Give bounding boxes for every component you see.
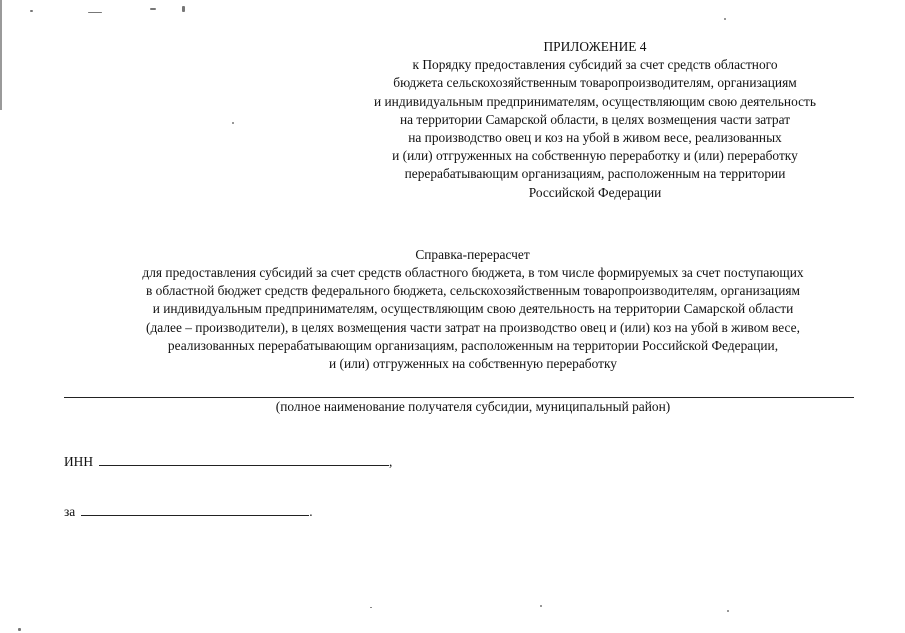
appendix-line: к Порядку предоставления субсидий за счет средств областного bbox=[412, 57, 778, 73]
scan-edge bbox=[0, 0, 2, 110]
appendix-block bbox=[330, 38, 860, 202]
inn-field bbox=[64, 451, 392, 470]
period-blank bbox=[81, 501, 309, 516]
appendix-line: бюджета сельскохозяйственным товаропроизводителям, организациям bbox=[393, 75, 797, 91]
reference-line: в областной бюджет средств федерального бюджета, сельскохозяйственным товаропроизводителям, организациям bbox=[145, 283, 801, 299]
inn-blank bbox=[99, 451, 389, 466]
inn-label: ИНН bbox=[64, 454, 94, 469]
reference-line: и индивидуальным предпринимателям, осуществляющим свою деятельность на территории Самарской области bbox=[152, 301, 794, 317]
reference-line: для предоставления субсидий за счет средств областного бюджета, в том числе формируемых за счет поступающих bbox=[142, 265, 804, 280]
reference-body bbox=[60, 264, 886, 373]
scan-speck bbox=[370, 607, 372, 608]
appendix-line: на территории Самарской области, в целях возмещения части затрат bbox=[399, 111, 791, 127]
reference-line: и (или) отгруженных на собственную переработку bbox=[329, 356, 617, 372]
appendix-heading: ПРИЛОЖЕНИЕ 4 bbox=[543, 39, 647, 54]
inn-suffix: , bbox=[389, 454, 393, 469]
appendix-line: Российской Федерации bbox=[528, 184, 662, 200]
recipient-caption: (полное наименование получателя субсидии, муниципальный район) bbox=[275, 399, 671, 414]
appendix-line: и (или) отгруженных на собственную переработку и (или) переработку bbox=[392, 148, 798, 164]
scan-speck bbox=[30, 10, 33, 12]
reference-line: (далее – производители), в целях возмещения части затрат на производство овец и (или) коз на убой в живом весе, bbox=[146, 319, 800, 335]
period-field bbox=[64, 501, 313, 520]
appendix-line: перерабатывающим организациям, расположенным на территории bbox=[404, 166, 786, 182]
scan-speck bbox=[88, 12, 102, 13]
scan-speck bbox=[182, 6, 185, 12]
scan-speck bbox=[540, 605, 542, 607]
scan-speck bbox=[18, 628, 21, 631]
scan-speck bbox=[232, 122, 234, 124]
period-suffix: . bbox=[309, 504, 313, 519]
reference-line: реализованных перерабатывающим организациям, расположенным на территории Российской Федерации, bbox=[167, 337, 779, 353]
recipient-name-line bbox=[64, 397, 854, 398]
scan-speck bbox=[150, 8, 156, 10]
scan-speck bbox=[724, 18, 726, 20]
appendix-line: и индивидуальным предпринимателям, осуществляющим свою деятельность bbox=[373, 93, 817, 109]
period-label: за bbox=[64, 504, 76, 519]
scan-speck bbox=[727, 610, 729, 612]
appendix-line: на производство овец и коз на убой в живом весе, реализованных bbox=[408, 130, 782, 146]
reference-title: Справка-перерасчет bbox=[415, 247, 530, 262]
